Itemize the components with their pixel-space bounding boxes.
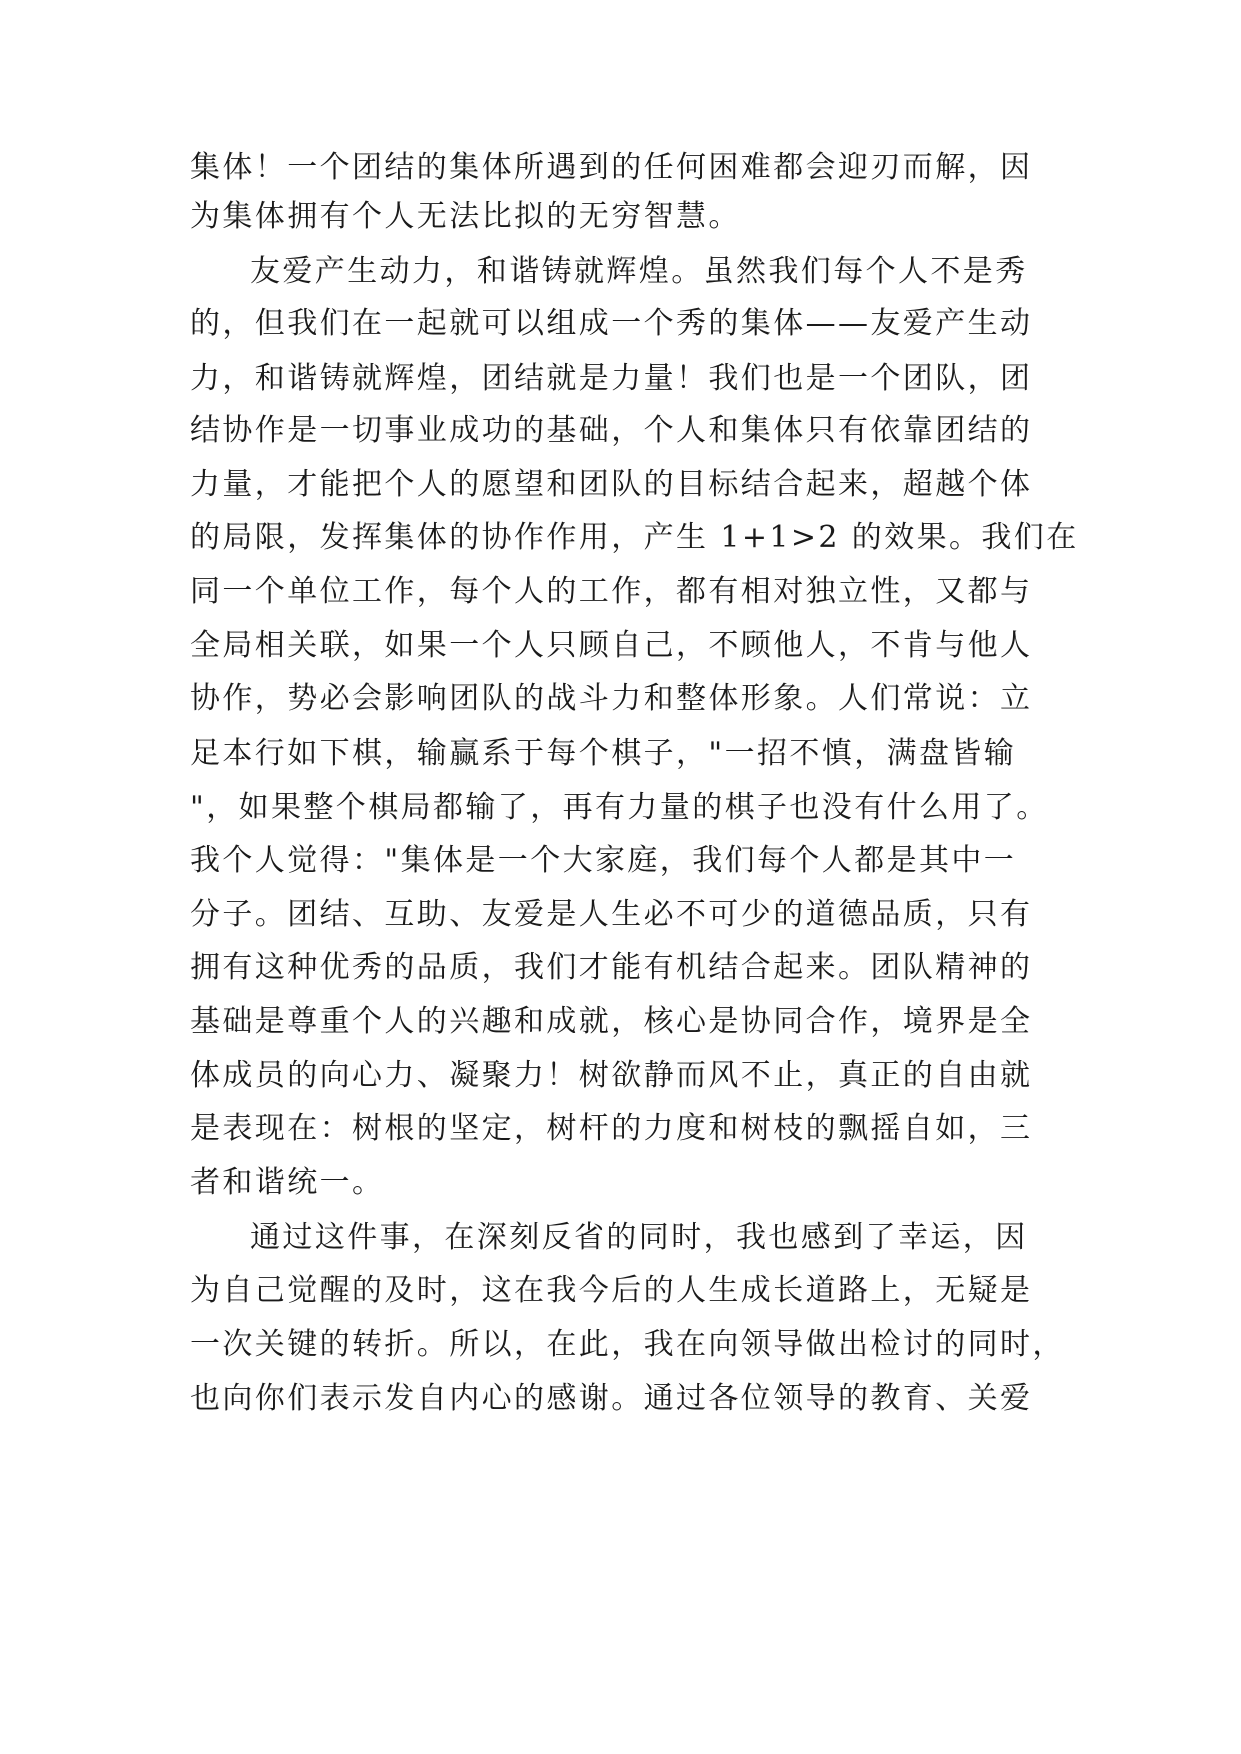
text-line: 基础是尊重个人的兴趣和成就，核心是协同合作，境界是全 <box>190 1004 1033 1039</box>
text-line: 分子。团结、互助、友爱是人生必不可少的道德品质，只有 <box>190 897 1033 932</box>
text-line: 是表现在：树根的坚定，树杆的力度和树枝的飘摇自如，三 <box>190 1111 1033 1146</box>
text-line: 力量，才能把个人的愿望和团队的目标结合起来，超越个体 <box>190 467 1033 502</box>
text-line: 拥有这种优秀的品质，我们才能有机结合起来。团队精神的 <box>190 950 1033 985</box>
text-line: 集体！一个团结的集体所遇到的任何困难都会迎刃而解，因 <box>190 150 1033 185</box>
text-line: 我个人觉得："集体是一个大家庭，我们每个人都是其中一 <box>190 843 1017 878</box>
text-line: 结协作是一切事业成功的基础，个人和集体只有依靠团结的 <box>190 413 1033 448</box>
text-line: 同一个单位工作，每个人的工作，都有相对独立性，又都与 <box>190 574 1033 609</box>
text-line: 协作，势必会影响团队的战斗力和整体形象。人们常说：立 <box>190 681 1033 716</box>
text-line: 一次关键的转折。所以，在此，我在向领导做出检讨的同时， <box>190 1327 1065 1362</box>
text-line: 也向你们表示发自内心的感谢。通过各位领导的教育、关爱 <box>190 1381 1033 1416</box>
text-line: 的，但我们在一起就可以组成一个秀的集体——友爱产生动 <box>190 306 1033 341</box>
text-line: "，如果整个棋局都输了，再有力量的棋子也没有什么用了。 <box>190 790 1049 825</box>
paragraph-start-line: 友爱产生动力，和谐铸就辉煌。虽然我们每个人不是秀 <box>250 254 1028 289</box>
text-line: 为集体拥有个人无法比拟的无穷智慧。 <box>190 199 741 234</box>
text-line: 为自己觉醒的及时，这在我今后的人生成长道路上，无疑是 <box>190 1273 1033 1308</box>
text-line: 足本行如下棋，输赢系于每个棋子，"一招不慎，满盘皆输 <box>190 736 1017 771</box>
text-line: 力，和谐铸就辉煌，团结就是力量！我们也是一个团队，团 <box>190 361 1033 396</box>
text-line: 者和谐统一。 <box>190 1165 385 1200</box>
text-line: 体成员的向心力、凝聚力！树欲静而风不止，真正的自由就 <box>190 1058 1033 1093</box>
text-line: 全局相关联，如果一个人只顾自己，不顾他人，不肯与他人 <box>190 628 1033 663</box>
paragraph-start-line: 通过这件事，在深刻反省的同时，我也感到了幸运，因 <box>250 1220 1028 1255</box>
text-line: 的局限，发挥集体的协作作用，产生 1+1>2 的效果。我们在 <box>190 520 1079 555</box>
